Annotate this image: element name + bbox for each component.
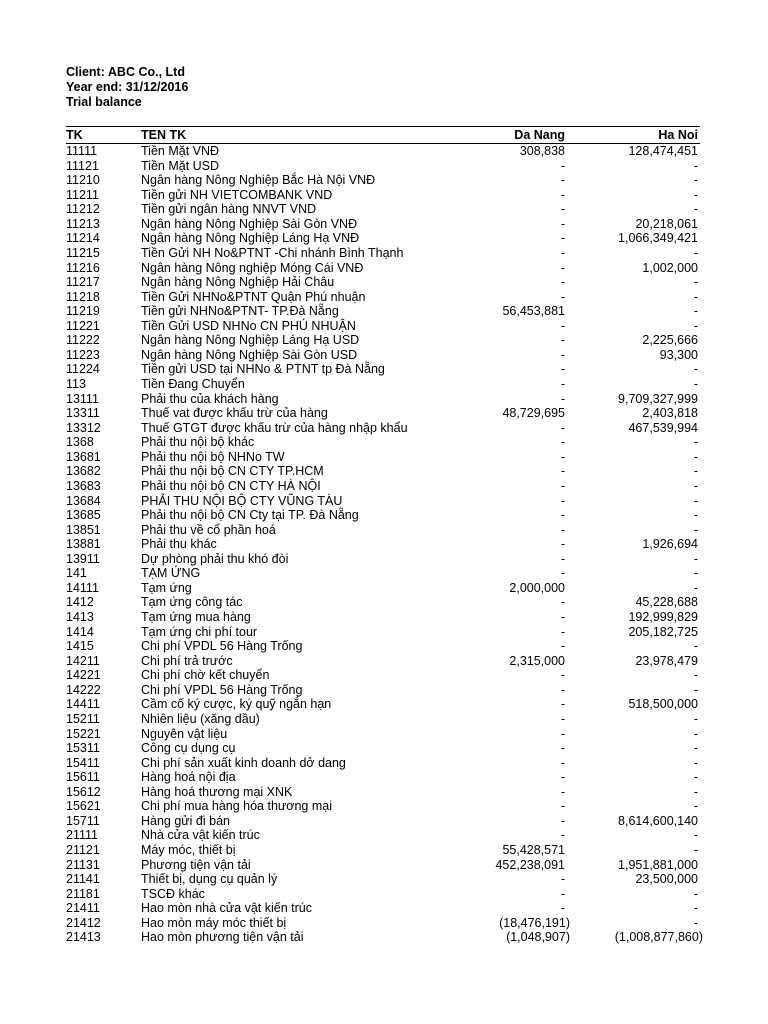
account-name: Ngân hàng Nông Nghiệp Bắc Hà Nội VNĐ [141, 173, 376, 188]
ha-noi-value: - [693, 435, 698, 450]
da-nang-value: - [560, 813, 565, 828]
account-name: Dự phòng phải thu khó đòi [141, 551, 289, 566]
ha-noi-value: - [693, 449, 698, 464]
da-nang-value: - [560, 362, 565, 377]
da-nang-value: 2,000,000 [509, 580, 565, 595]
ha-noi-value: 192,999,829 [628, 610, 698, 624]
da-nang-value: - [560, 202, 565, 217]
account-code: 15711 [66, 813, 100, 828]
table-row [66, 508, 700, 523]
account-name: Phải thu khác [141, 537, 217, 552]
da-nang-value: - [560, 493, 565, 508]
account-name: Hao mòn máy móc thiết bị [141, 915, 287, 930]
da-nang-value: 308,838 [519, 144, 565, 158]
account-code: 11212 [66, 202, 100, 217]
ha-noi-value: - [693, 362, 698, 377]
column-header-da-nang: Da Nang [514, 128, 565, 142]
table-row [66, 275, 700, 290]
ha-noi-value: - [693, 668, 698, 683]
table-header-row [66, 127, 700, 143]
account-name: Thuế vat được khấu trừ của hàng [141, 406, 328, 421]
account-name: Chi phí mua hàng hóa thương mại [141, 799, 332, 814]
da-nang-value: - [560, 799, 565, 814]
da-nang-value: - [560, 173, 565, 188]
account-code: 11218 [66, 289, 100, 304]
da-nang-value: - [560, 377, 565, 391]
account-code: 11224 [66, 362, 100, 377]
ha-noi-value: 9,709,327,999 [618, 391, 698, 406]
account-name: Thuế GTGT được khấu trừ của hàng nhập khẩu [141, 420, 408, 435]
account-code: 1412 [66, 595, 94, 610]
table-row [66, 697, 700, 712]
account-code: 15411 [66, 755, 100, 770]
account-name: Tiền Đang Chuyển [141, 377, 245, 391]
account-code: 11214 [66, 231, 100, 246]
account-name: Phải thu nội bộ CN Cty tại TP. Đà Nẵng [141, 508, 359, 523]
table-row [66, 566, 700, 581]
account-name: Tiền Gửi NH No&PTNT -Chi nhánh Bình Thạnh [141, 245, 404, 260]
account-name: Tiền Mặt USD [141, 158, 220, 173]
table-row [66, 202, 700, 217]
ha-noi-value: - [693, 478, 698, 493]
account-name: Tiền Gửi USD NHNo CN PHÚ NHUẬN [141, 318, 356, 333]
ha-noi-value: 45,228,688 [635, 595, 698, 610]
ha-noi-value: 1,926,694 [642, 537, 698, 552]
table-row [66, 450, 700, 465]
table-row [66, 377, 700, 392]
da-nang-value: - [560, 435, 565, 450]
table-row [66, 712, 700, 727]
account-name: Phải thu của khách hàng [141, 391, 279, 406]
account-code: 21111 [66, 828, 98, 843]
ha-noi-value: 2,225,666 [642, 333, 698, 348]
ha-noi-value: - [693, 741, 698, 756]
table-row [66, 523, 700, 538]
ha-noi-value: 23,978,479 [635, 653, 698, 668]
table-row [66, 930, 703, 945]
da-nang-value: - [560, 697, 565, 712]
account-code: 21181 [66, 886, 100, 901]
table-row [66, 785, 700, 800]
ha-noi-value: 93,300 [659, 347, 698, 362]
ha-noi-value: - [693, 682, 698, 697]
table-row [66, 639, 700, 654]
da-nang-value: - [560, 245, 565, 260]
da-nang-value: - [560, 289, 565, 304]
ha-noi-value: 518,500,000 [628, 697, 698, 712]
account-name: Tiền gửi NH VIETCOMBANK VND [141, 187, 333, 202]
account-name: Phải thu nội bộ NHNo TW [141, 449, 285, 464]
ha-noi-value: 1,002,000 [642, 260, 698, 275]
account-name: Phải thu về cổ phần hoá [141, 522, 276, 537]
column-header-ha-noi: Ha Noi [658, 128, 698, 142]
table-row [66, 814, 700, 829]
ha-noi-value: - [693, 770, 698, 785]
table-row [66, 421, 700, 436]
account-code: 14222 [66, 682, 101, 697]
account-code: 11213 [66, 216, 100, 231]
ha-noi-value: - [693, 158, 698, 173]
da-nang-value: - [560, 478, 565, 493]
account-name: Nguyên vật liệu [141, 726, 228, 741]
ha-noi-value: - [693, 639, 698, 654]
da-nang-value: - [560, 391, 565, 406]
table-row [66, 246, 700, 261]
da-nang-value: - [560, 610, 565, 624]
account-code: 13312 [66, 420, 101, 435]
ha-noi-value: - [693, 318, 698, 333]
table-row [66, 494, 700, 509]
table-row [66, 479, 700, 494]
account-code: 1415 [66, 639, 94, 654]
account-name: Tiền gửi NHNo&PTNT- TP.Đà Nẵng [141, 304, 339, 319]
account-name: Nhiên liệu (xăng dầu) [141, 711, 260, 726]
column-header-ten-tk: TEN TK [141, 128, 187, 142]
table-row [66, 261, 700, 276]
ha-noi-value: - [693, 304, 698, 319]
da-nang-value: - [560, 755, 565, 770]
da-nang-value: - [560, 508, 565, 523]
da-nang-value: - [560, 275, 565, 290]
table-row [66, 231, 700, 246]
account-code: 15221 [66, 726, 101, 741]
account-code: 14111 [66, 580, 99, 595]
da-nang-value: 55,428,571 [502, 843, 565, 857]
da-nang-value: - [560, 347, 565, 362]
ha-noi-value: - [693, 755, 698, 770]
ha-noi-value: - [693, 289, 698, 304]
table-row [66, 654, 700, 669]
da-nang-value: - [560, 624, 565, 639]
da-nang-value: (18,476,191) [499, 915, 570, 930]
ha-noi-value: - [693, 784, 698, 799]
report-header [66, 65, 188, 110]
da-nang-value: 452,238,091 [495, 857, 565, 872]
table-row [66, 843, 700, 858]
table-row [66, 537, 700, 552]
ha-noi-value: - [693, 275, 698, 290]
da-nang-value: - [560, 901, 565, 916]
da-nang-value: - [560, 537, 565, 552]
account-code: 13311 [66, 406, 100, 421]
ha-noi-value: - [693, 522, 698, 537]
da-nang-value: - [560, 187, 565, 202]
da-nang-value: - [560, 333, 565, 348]
ha-noi-value: - [693, 711, 698, 726]
da-nang-value: 2,315,000 [509, 653, 565, 668]
da-nang-value: - [560, 682, 565, 697]
table-row [66, 828, 700, 843]
ha-noi-value: - [693, 551, 698, 566]
table-row [66, 916, 700, 931]
ha-noi-value: - [693, 580, 698, 595]
account-code: 21141 [66, 872, 100, 887]
account-code: 15211 [66, 711, 100, 726]
da-nang-value: - [560, 741, 565, 756]
account-code: 11215 [66, 245, 100, 260]
account-name: Hàng gửi đi bán [141, 813, 230, 828]
table-row [66, 406, 700, 421]
table-row [66, 727, 700, 742]
table-row [66, 159, 700, 174]
ha-noi-value: 1,066,349,421 [618, 231, 698, 246]
table-row [66, 799, 700, 814]
table-row [66, 610, 700, 625]
account-code: 13682 [66, 464, 101, 479]
account-code: 11223 [66, 347, 100, 362]
account-name: Hàng hoá nội địa [141, 770, 236, 785]
account-code: 141 [66, 566, 87, 581]
table-row [66, 304, 700, 319]
account-code: 11210 [66, 173, 100, 188]
account-name: Tạm ứng [141, 580, 192, 595]
table-row [66, 464, 700, 479]
account-name: Ngân hàng Nông Nghiệp Láng Hạ VNĐ [141, 231, 360, 246]
table-row [66, 756, 700, 771]
account-code: 13684 [66, 493, 101, 508]
ha-noi-value: - [693, 566, 698, 581]
account-name: Tiền Gửi NHNo&PTNT Quận Phú nhuận [141, 289, 366, 304]
account-code: 1414 [66, 624, 94, 639]
ha-noi-value: - [693, 799, 698, 814]
account-code: 11211 [66, 187, 99, 202]
ha-noi-value: - [693, 377, 698, 391]
da-nang-value: - [560, 420, 565, 435]
table-row [66, 290, 700, 305]
year-end: Year end: 31/12/2016 [66, 80, 189, 94]
da-nang-value: - [560, 522, 565, 537]
account-code: 15611 [66, 770, 100, 785]
account-code: 113 [66, 377, 86, 391]
da-nang-value: - [560, 551, 565, 566]
table-row [66, 887, 700, 902]
da-nang-value: - [560, 828, 565, 843]
table-row [66, 595, 700, 610]
da-nang-value: - [560, 668, 565, 683]
account-name: Thiết bị, dụng cụ quản lý [141, 872, 278, 887]
ha-noi-value: - [693, 915, 698, 930]
report-title: Trial balance [66, 95, 142, 109]
account-name: PHẢI THU NỘI BỘ CTY VŨNG TÀU [141, 493, 343, 508]
da-nang-value: - [560, 260, 565, 275]
account-name: Hao mòn nhà cửa vật kiến trúc [141, 901, 312, 916]
account-code: 13111 [66, 391, 99, 406]
da-nang-value: 48,729,695 [502, 406, 565, 421]
account-name: Nhà cửa vật kiến trúc [141, 828, 260, 843]
table-row [66, 362, 700, 377]
ha-noi-value: - [693, 202, 698, 217]
ha-noi-value: - [693, 245, 698, 260]
account-code: 13685 [66, 508, 101, 523]
account-name: TSCĐ khác [141, 886, 205, 901]
account-code: 13881 [66, 537, 101, 552]
account-code: 11222 [66, 333, 100, 348]
account-name: Chi phí trả trước [141, 653, 233, 668]
ha-noi-value: - [693, 726, 698, 741]
account-code: 11217 [66, 275, 100, 290]
ha-noi-value: 205,182,725 [628, 624, 698, 639]
column-header-tk: TK [66, 128, 83, 142]
ha-noi-value: - [693, 901, 698, 916]
da-nang-value: - [560, 711, 565, 726]
da-nang-value: - [560, 158, 565, 173]
account-name: Phải thu nội bộ CN CTY TP.HCM [141, 464, 324, 479]
account-code: 21413 [66, 930, 101, 945]
ha-noi-value: (1,008,877,860) [614, 930, 703, 945]
table-row [66, 319, 700, 334]
table-row [66, 581, 700, 596]
table-row [66, 552, 700, 567]
table-row [66, 217, 700, 232]
ha-noi-value: - [693, 886, 698, 901]
table-body [66, 144, 703, 945]
account-name: Tạm ứng công tác [141, 595, 243, 610]
account-name: Tạm ứng mua hàng [141, 610, 251, 624]
account-name: Tạm ứng chi phí tour [141, 624, 258, 639]
account-name: Tiền Mặt VNĐ [141, 144, 220, 158]
ha-noi-value: - [693, 828, 698, 843]
ha-noi-value: - [693, 173, 698, 188]
table-row [66, 668, 700, 683]
table-row [66, 625, 700, 640]
da-nang-value: (1,048,907) [506, 930, 570, 945]
ha-noi-value: 128,474,451 [628, 144, 698, 158]
account-name: Chi phí VPDL 56 Hàng Trống [141, 682, 303, 697]
account-name: Chi phí VPDL 56 Hàng Trống [141, 639, 303, 654]
table-row [66, 872, 700, 887]
table-row [66, 770, 700, 785]
account-code: 15621 [66, 799, 101, 814]
account-name: Tiền gửi ngân hàng NNVT VND [141, 202, 317, 217]
table-row [66, 392, 700, 407]
da-nang-value: - [560, 639, 565, 654]
account-name: Ngân hàng Nông Nghiệp Sài Gòn USD [141, 347, 358, 362]
account-code: 21131 [66, 857, 100, 872]
da-nang-value: - [560, 464, 565, 479]
ha-noi-value: - [693, 187, 698, 202]
account-code: 21411 [66, 901, 100, 916]
account-name: Chi phí sản xuất kinh doanh dở dang [141, 755, 346, 770]
table-row [66, 173, 700, 188]
account-code: 13683 [66, 478, 101, 493]
da-nang-value: - [560, 216, 565, 231]
da-nang-value: - [560, 726, 565, 741]
da-nang-value: - [560, 449, 565, 464]
ha-noi-value: - [693, 508, 698, 523]
account-name: TẠM ỨNG [141, 566, 201, 581]
da-nang-value: - [560, 770, 565, 785]
account-name: Phương tiện vận tải [141, 857, 251, 872]
account-name: Hao mòn phương tiện vận tải [141, 930, 304, 945]
account-code: 13681 [66, 449, 101, 464]
ha-noi-value: 20,218,061 [635, 216, 698, 231]
account-code: 11121 [66, 158, 99, 173]
account-name: Ngân hàng Nông Nghiệp Hải Châu [141, 275, 335, 290]
account-name: Công cụ dụng cụ [141, 741, 236, 756]
table-row [66, 188, 700, 203]
ha-noi-value: 1,951,881,000 [618, 857, 698, 872]
account-name: Hàng hoá thương mại XNK [141, 784, 293, 799]
da-nang-value: - [560, 784, 565, 799]
account-code: 1368 [66, 435, 94, 450]
table-row [66, 858, 700, 873]
da-nang-value: - [560, 872, 565, 887]
table-row [66, 435, 700, 450]
account-code: 11219 [66, 304, 100, 319]
account-code: 1413 [66, 610, 94, 624]
account-code: 14411 [66, 697, 100, 712]
table-row [66, 683, 700, 698]
account-code: 14221 [66, 668, 101, 683]
trial-balance-table [66, 126, 703, 945]
ha-noi-value: - [693, 464, 698, 479]
da-nang-value: - [560, 318, 565, 333]
account-name: Cầm cố ký cược, ký quỹ ngắn hạn [141, 697, 332, 712]
table-row [66, 741, 700, 756]
account-code: 11221 [66, 318, 100, 333]
account-code: 13911 [66, 551, 100, 566]
table-row [66, 144, 700, 159]
account-name: Máy móc, thiết bị [141, 843, 236, 857]
da-nang-value: - [560, 566, 565, 581]
account-code: 21412 [66, 915, 101, 930]
ha-noi-value: 8,614,600,140 [618, 813, 698, 828]
account-code: 11216 [66, 260, 100, 275]
account-name: Ngân hàng Nông Nghiệp Sài Gòn VNĐ [141, 216, 358, 231]
account-name: Tiền gửi USD tại NHNo & PTNT tp Đà Nẵng [141, 362, 385, 377]
account-code: 15612 [66, 784, 101, 799]
account-name: Chi phí chờ kết chuyển [141, 668, 270, 683]
account-name: Ngân hàng Nông nghiệp Móng Cái VNĐ [141, 260, 364, 275]
table-row [66, 901, 700, 916]
table-row [66, 348, 700, 363]
ha-noi-value: 467,539,994 [628, 420, 698, 435]
table-row [66, 333, 700, 348]
account-code: 13851 [66, 522, 101, 537]
da-nang-value: - [560, 231, 565, 246]
account-code: 21121 [66, 843, 100, 857]
ha-noi-value: - [693, 843, 698, 857]
account-code: 15311 [66, 741, 100, 756]
account-name: Ngân hàng Nông Nghiệp Láng Hạ USD [141, 333, 360, 348]
account-code: 14211 [66, 653, 100, 668]
da-nang-value: 56,453,881 [502, 304, 565, 319]
account-name: Phải thu nội bộ khác [141, 435, 255, 450]
da-nang-value: - [560, 595, 565, 610]
account-code: 11111 [66, 144, 98, 158]
ha-noi-value: 23,500,000 [635, 872, 698, 887]
account-name: Phải thu nội bộ CN CTY HÀ NỘI [141, 478, 321, 493]
ha-noi-value: - [693, 493, 698, 508]
client-name: Client: ABC Co., Ltd [66, 65, 185, 79]
ha-noi-value: 2,403,818 [642, 406, 698, 421]
da-nang-value: - [560, 886, 565, 901]
